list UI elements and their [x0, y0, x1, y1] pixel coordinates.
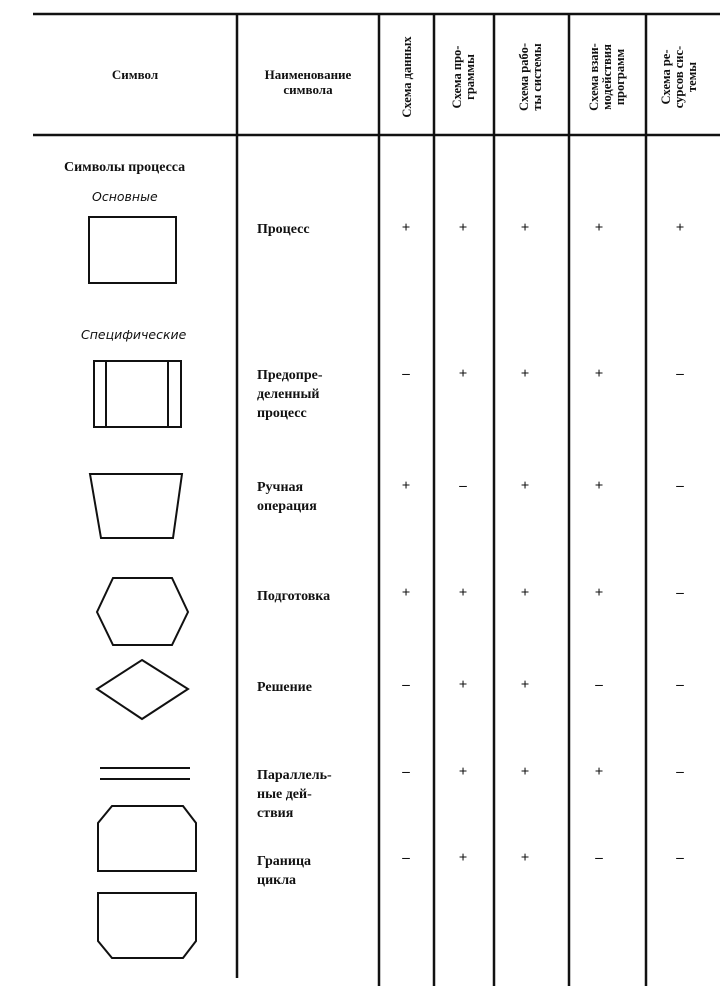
mark-cell: –: [676, 764, 684, 780]
header-data-scheme: Схема данных: [399, 36, 414, 118]
mark-cell: +: [520, 366, 530, 382]
mark-cell: +: [458, 366, 468, 382]
loop-limit-start-symbol: [98, 806, 196, 871]
header-symbol: Символ: [111, 67, 159, 82]
mark-cell: –: [402, 850, 410, 866]
mark-cell: –: [402, 764, 410, 780]
manual-operation-symbol: [90, 474, 182, 538]
mark-cell: –: [595, 850, 603, 866]
symbol-shapes: [0, 0, 237, 991]
mark-cell: +: [594, 585, 604, 601]
mark-cell: –: [402, 677, 410, 693]
mark-cell: +: [594, 764, 604, 780]
mark-cell: +: [520, 677, 530, 693]
subheading-basic: Основные: [92, 189, 158, 204]
mark-cell: –: [676, 677, 684, 693]
row-name-preparation: Подготовка: [257, 589, 331, 604]
header-symbol-name: Наименование символа: [264, 67, 352, 97]
section-title: Символы процесса: [64, 160, 186, 175]
mark-cell: +: [520, 850, 530, 866]
mark-cell: +: [458, 850, 468, 866]
decision-symbol: [97, 660, 188, 719]
row-name-predefined-process: Предопре- деленный процесс: [257, 368, 323, 421]
mark-cell: –: [402, 366, 410, 382]
subheading-specific: Специфические: [81, 327, 187, 342]
mark-cell: +: [594, 220, 604, 236]
parallel-mode-symbol: [100, 768, 190, 779]
preparation-symbol: [97, 578, 188, 645]
mark-cell: +: [458, 585, 468, 601]
loop-limit-end-symbol: [98, 893, 196, 958]
mark-cell: +: [594, 366, 604, 382]
row-name-process: Процесс: [257, 222, 310, 237]
mark-cell: –: [676, 478, 684, 494]
mark-cell: +: [458, 677, 468, 693]
mark-cell: –: [676, 850, 684, 866]
mark-cell: –: [676, 366, 684, 382]
predefined-process-symbol: [94, 361, 181, 427]
row-name-decision: Решение: [257, 680, 312, 695]
mark-cell: +: [675, 220, 685, 236]
row-name-manual-operation: Ручная операция: [257, 480, 317, 514]
mark-cell: +: [520, 585, 530, 601]
process-symbol: [89, 217, 176, 283]
mark-cell: +: [401, 585, 411, 601]
header-resources-scheme: Схема ре- сурсов сис- темы: [658, 45, 699, 109]
mark-cell: +: [401, 220, 411, 236]
header-interaction-scheme: Схема взаи- модействия программ: [586, 43, 627, 111]
mark-cell: +: [520, 764, 530, 780]
mark-cell: +: [458, 220, 468, 236]
mark-cell: –: [595, 677, 603, 693]
row-name-loop-limit: Граница цикла: [257, 854, 312, 888]
mark-cell: +: [458, 764, 468, 780]
mark-cell: +: [401, 478, 411, 494]
mark-cell: –: [459, 478, 467, 494]
header-program-scheme: Схема про- граммы: [450, 45, 477, 109]
mark-cell: +: [594, 478, 604, 494]
mark-cell: –: [676, 585, 684, 601]
mark-cell: +: [520, 478, 530, 494]
header-system-scheme: Схема рабо- ты системы: [517, 42, 544, 112]
row-name-parallel-mode: Параллель- ные дей- ствия: [257, 768, 332, 821]
mark-cell: +: [520, 220, 530, 236]
